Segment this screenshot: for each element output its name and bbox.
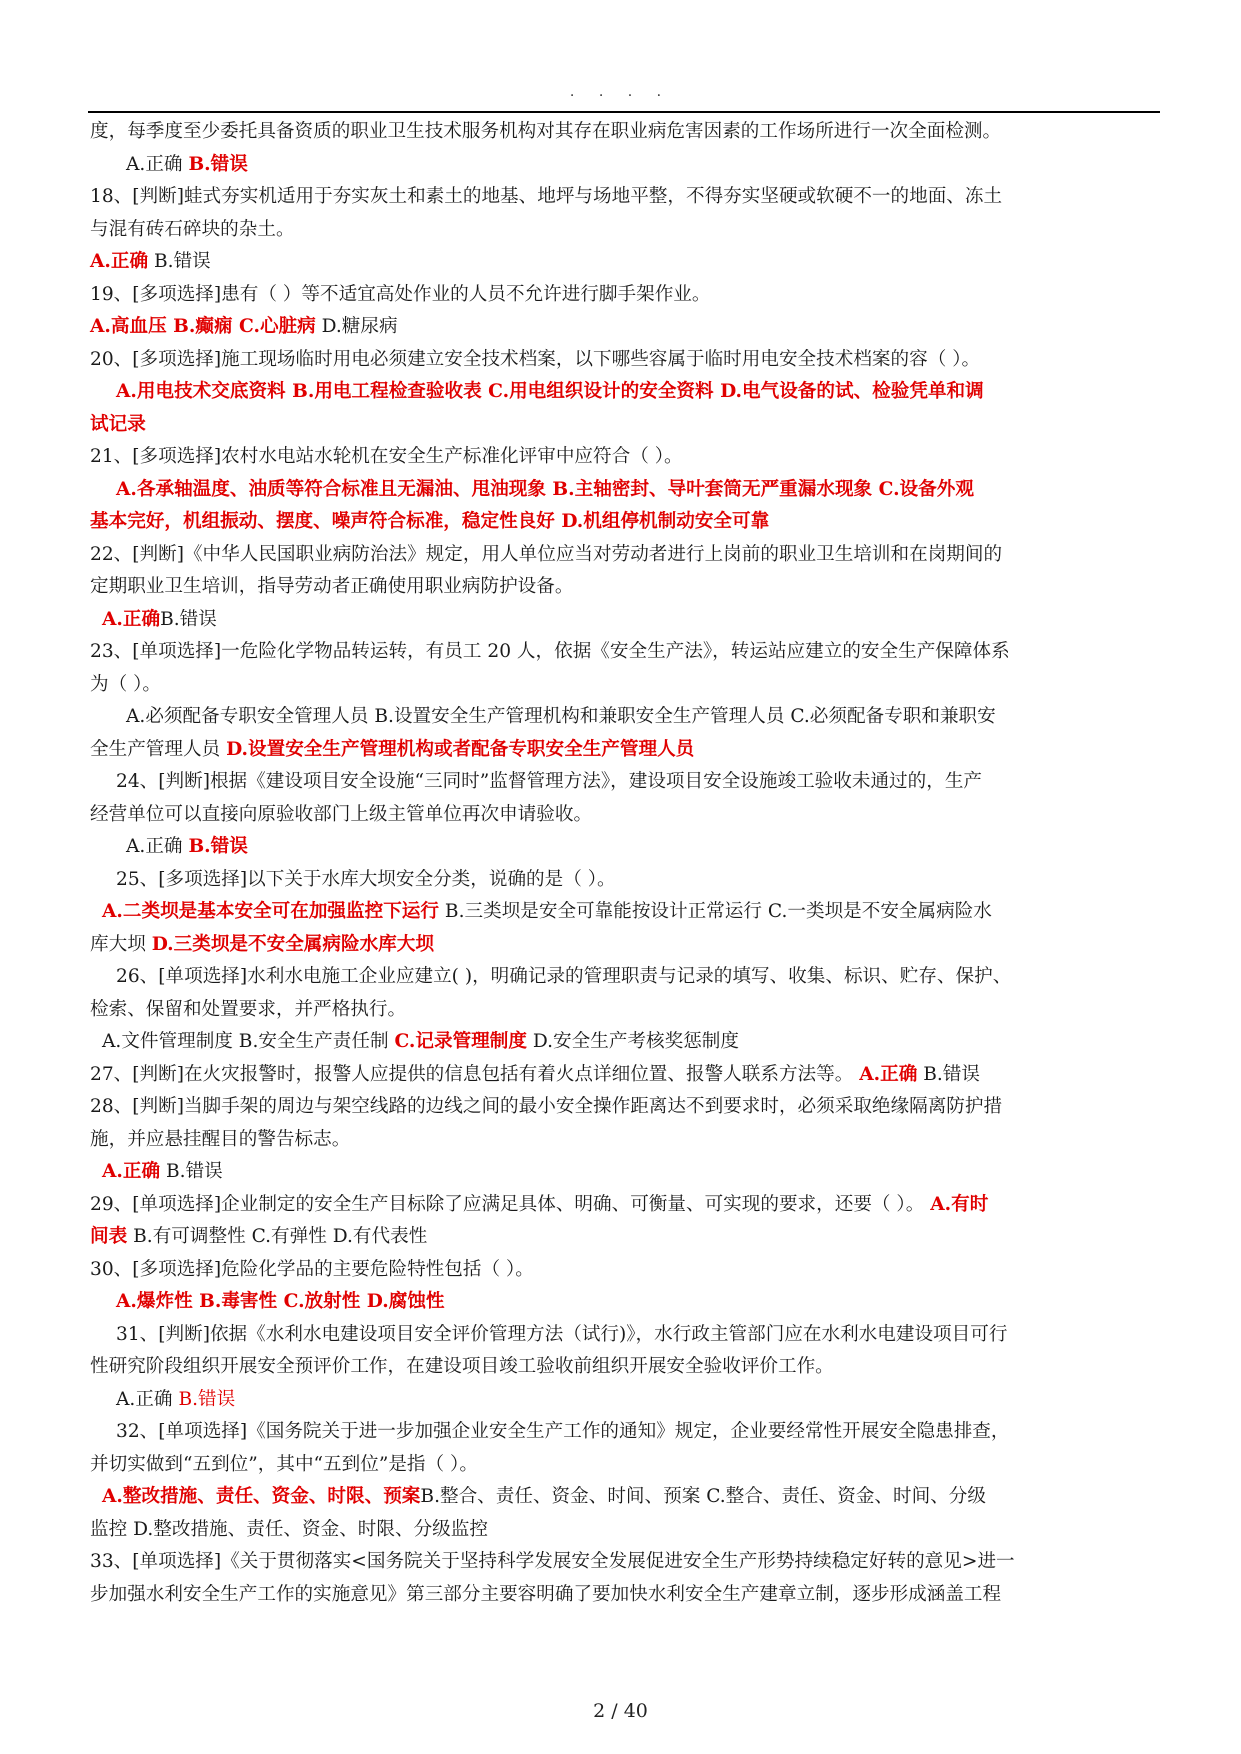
answer-text: B.错误 bbox=[178, 1388, 236, 1410]
text-line bbox=[90, 1221, 1158, 1254]
text-line bbox=[90, 181, 1158, 214]
question-text: 施，并应悬挂醒目的警告标志。 bbox=[90, 1128, 351, 1150]
question-text: 32、[单项选择]《国务院关于进一步加强企业安全生产工作的通知》规定，企业要经常性开展安全隐患排查， bbox=[116, 1421, 1010, 1442]
text-line bbox=[90, 344, 1158, 377]
question-text: 33、[单项选择]《关于贯彻落实<国务院关于坚持科学发展安全发展促进安全生产形势持续稳定好转的意见>进一 bbox=[90, 1551, 1015, 1572]
answer-text: A.爆炸性 B.毒害性 C.放射性 D.腐蚀性 bbox=[116, 1291, 445, 1312]
text-line bbox=[90, 1156, 1158, 1189]
text-line bbox=[90, 1254, 1158, 1287]
text-line bbox=[90, 1416, 1158, 1449]
question-text: 30、[多项选择]危险化学品的主要危险特性包括（ ）。 bbox=[90, 1258, 534, 1280]
question-text: 定期职业卫生培训，指导劳动者正确使用职业病防护设备。 bbox=[90, 576, 574, 597]
question-text: 检索、保留和处置要求，并严格执行。 bbox=[90, 998, 407, 1020]
question-text: A.正确 bbox=[126, 153, 189, 175]
question-text: 为（ ）。 bbox=[90, 673, 161, 695]
text-line bbox=[90, 376, 1158, 409]
text-line bbox=[90, 1319, 1158, 1352]
text-line bbox=[90, 669, 1158, 702]
answer-text: A.正确 bbox=[90, 251, 149, 272]
question-text: 23、[单项选择]一危险化学物品转运转，有员工 20 人，依据《安全生产法》，转运站应建立的安全生产保障体系 bbox=[90, 641, 1010, 662]
question-text: A.正确 bbox=[126, 836, 189, 857]
answer-text: A.用电技术交底资料 B.用电工程检查验收表 C.用电组织设计的安全资料 D.电气设备的试、检验凭单和调 bbox=[116, 381, 984, 402]
answer-text: A.整改措施、责任、资金、时限、预案 bbox=[102, 1486, 421, 1507]
answer-text: A.正确 bbox=[102, 1161, 161, 1182]
answer-text: 试记录 bbox=[90, 413, 146, 435]
text-line bbox=[90, 1481, 1158, 1514]
answer-text: C.记录管理制度 bbox=[394, 1031, 527, 1052]
question-text: 26、[单项选择]水利水电施工企业应建立( )，明确记录的管理职责与记录的填写、收集、标识、贮存、保护、 bbox=[116, 966, 1012, 987]
question-text: 库大坝 bbox=[90, 933, 152, 955]
text-line bbox=[90, 311, 1158, 344]
question-text: 22、[判断]《中华人民国职业病防治法》规定，用人单位应当对劳动者进行上岗前的职业卫生培训和在岗期间的 bbox=[90, 543, 1003, 565]
answer-text: A.有时 bbox=[930, 1193, 989, 1215]
answer-text: A.各承轴温度、油质等符合标准且无漏油、甩油现象 B.主轴密封、导叶套筒无严重漏水现象 C.设备外观 bbox=[116, 478, 974, 500]
question-text: 21、[多项选择]农村水电站水轮机在安全生产标准化评审中应符合（ ）。 bbox=[90, 446, 683, 467]
question-text: 25、[多项选择]以下关于水库大坝安全分类，说确的是（ ）。 bbox=[116, 868, 616, 890]
question-text: B.错误 bbox=[160, 608, 217, 630]
question-text: B.错误 bbox=[148, 251, 211, 272]
answer-text: D.设置安全生产管理机构或者配备专职安全生产管理人员 bbox=[226, 738, 695, 760]
text-line bbox=[90, 506, 1158, 539]
question-text: 并切实做到“五到位”，其中“五到位”是指（ ）。 bbox=[90, 1453, 478, 1475]
text-line bbox=[90, 1189, 1158, 1222]
text-line bbox=[90, 1091, 1158, 1124]
question-text: B.有可调整性 C.有弹性 D.有代表性 bbox=[127, 1226, 428, 1247]
question-text: B.三类坝是安全可靠能按设计正常运行 C.一类坝是不安全属病险水 bbox=[439, 901, 992, 922]
question-text: 29、[单项选择]企业制定的安全生产目标除了应满足具体、明确、可衡量、可实现的要求，还要（ ）。 bbox=[90, 1193, 931, 1215]
text-line bbox=[90, 1546, 1158, 1579]
text-line bbox=[90, 1384, 1158, 1417]
answer-text: D.三类坝是不安全属病险水库大坝 bbox=[151, 933, 434, 955]
question-text: A.正确 bbox=[116, 1388, 179, 1410]
answer-text: A.正确 bbox=[102, 608, 161, 630]
answer-text: A.高血压 B.癫痫 C.心脏病 bbox=[90, 316, 316, 337]
text-line bbox=[90, 571, 1158, 604]
question-text: 步加强水利安全生产工作的实施意见》第三部分主要容明确了要加快水利安全生产建章立制，逐步形成涵盖工程 bbox=[90, 1583, 1002, 1605]
header-rule bbox=[88, 111, 1160, 113]
text-line bbox=[90, 831, 1158, 864]
question-text: 24、[判断]根据《建设项目安全设施“三同时”监督管理方法》，建设项目安全设施竣工验收未通过的，生产 bbox=[116, 771, 983, 792]
text-line bbox=[90, 961, 1158, 994]
text-line bbox=[90, 474, 1158, 507]
text-line bbox=[90, 896, 1158, 929]
text-line bbox=[90, 1124, 1158, 1157]
question-text: 18、[判断]蛙式夯实机适用于夯实灰土和素土的地基、地坪与场地平整，不得夯实坚硬或软硬不一的地面、冻土 bbox=[90, 186, 1003, 207]
question-text: B.整合、责任、资金、时间、预案 C.整合、责任、资金、时间、分级 bbox=[420, 1486, 986, 1507]
text-line bbox=[90, 734, 1158, 767]
question-text: B.错误 bbox=[160, 1161, 223, 1182]
text-line bbox=[90, 1449, 1158, 1482]
answer-text: B.错误 bbox=[188, 153, 248, 175]
text-line bbox=[90, 246, 1158, 279]
text-line bbox=[90, 701, 1158, 734]
text-line bbox=[90, 441, 1158, 474]
question-text: A.必须配备专职安全管理人员 B.设置安全生产管理机构和兼职安全生产管理人员 C.必须配备专职和兼职安 bbox=[126, 706, 996, 727]
text-line bbox=[90, 766, 1158, 799]
text-line bbox=[90, 1579, 1158, 1612]
question-text: B.错误 bbox=[917, 1063, 981, 1085]
text-line bbox=[90, 604, 1158, 637]
header-dots: . . . . bbox=[569, 84, 672, 100]
text-line bbox=[90, 116, 1158, 149]
answer-text: A.二类坝是基本安全可在加强监控下运行 bbox=[102, 901, 439, 922]
text-line bbox=[90, 409, 1158, 442]
text-line bbox=[90, 994, 1158, 1027]
text-line bbox=[90, 1514, 1158, 1547]
answer-text: 间表 bbox=[90, 1226, 128, 1247]
text-line bbox=[90, 799, 1158, 832]
text-line bbox=[90, 1059, 1158, 1092]
page-number: 2 / 40 bbox=[593, 1700, 648, 1722]
text-line bbox=[90, 1026, 1158, 1059]
question-text: 性研究阶段组织开展安全预评价工作，在建设项目竣工验收前组织开展安全验收评价工作。 bbox=[90, 1356, 834, 1377]
question-text: A.文件管理制度 B.安全生产责任制 bbox=[102, 1031, 395, 1052]
text-line bbox=[90, 864, 1158, 897]
question-text: 19、[多项选择]患有（ ）等不适宜高处作业的人员不允许进行脚手架作业。 bbox=[90, 283, 711, 305]
question-text: D.安全生产考核奖惩制度 bbox=[526, 1031, 739, 1052]
question-text: 20、[多项选择]施工现场临时用电必须建立安全技术档案，以下哪些容属于临时用电安全技术档案的容（ ）。 bbox=[90, 348, 981, 370]
text-line bbox=[90, 636, 1158, 669]
text-line bbox=[90, 1351, 1158, 1384]
text-line bbox=[90, 1286, 1158, 1319]
question-text: D.糖尿病 bbox=[315, 316, 398, 337]
question-text: 31、[判断]依据《水利水电建设项目安全评价管理方法（试行)》，水行政主管部门应在水利水电建设项目可行 bbox=[116, 1323, 1008, 1345]
text-line bbox=[90, 214, 1158, 247]
answer-text: 基本完好，机组振动、摆度、噪声符合标准，稳定性良好 D.机组停机制动安全可靠 bbox=[90, 511, 770, 532]
question-text: 全生产管理人员 bbox=[90, 738, 227, 760]
text-line bbox=[90, 539, 1158, 572]
answer-text: A.正确 bbox=[859, 1063, 918, 1085]
document-body bbox=[90, 116, 1158, 1611]
question-text: 监控 D.整改措施、责任、资金、时限、分级监控 bbox=[90, 1518, 488, 1540]
answer-text: B.错误 bbox=[188, 836, 248, 857]
question-text: 27、[判断]在火灾报警时，报警人应提供的信息包括有着火点详细位置、报警人联系方法等。 bbox=[90, 1063, 860, 1085]
question-text: 度，每季度至少委托具备资质的职业卫生技术服务机构对其存在职业病危害因素的工作场所进行一次全面检测。 bbox=[90, 121, 1002, 142]
text-line bbox=[90, 929, 1158, 962]
question-text: 与混有砖石碎块的杂土。 bbox=[90, 218, 295, 240]
text-line bbox=[90, 149, 1158, 182]
question-text: 28、[判断]当脚手架的周边与架空线路的边线之间的最小安全操作距离达不到要求时，必须采取绝缘隔离防护措 bbox=[90, 1096, 1003, 1117]
text-line bbox=[90, 279, 1158, 312]
question-text: 经营单位可以直接向原验收部门上级主管单位再次申请验收。 bbox=[90, 803, 593, 825]
